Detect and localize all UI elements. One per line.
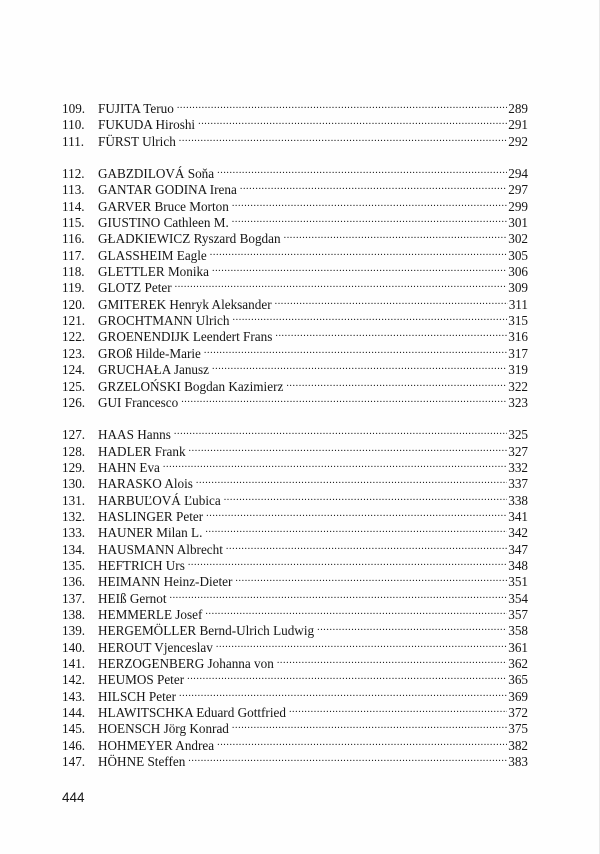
entry-number: 139. (62, 623, 86, 639)
dot-leader (177, 97, 507, 113)
entry-page-reference: 348 (508, 557, 528, 573)
entry-page-reference: 302 (508, 231, 528, 247)
entry-author-name: HEIMANN Heinz-Dieter (98, 574, 233, 590)
entry-page-reference: 337 (508, 476, 528, 492)
dot-leader (317, 619, 507, 635)
index-group-h (62, 423, 528, 770)
entry-author-name: FUJITA Teruo (98, 101, 174, 116)
index-list (62, 97, 528, 770)
entry-number: 123. (62, 345, 86, 361)
entry-author-name: GUI Francesco (98, 394, 179, 410)
entry-page-reference: 294 (508, 166, 528, 182)
entry-page-reference: 338 (508, 492, 528, 508)
entry-author-name: GROß Hilde-Marie (98, 345, 201, 361)
entry-page-reference: 299 (508, 198, 528, 214)
dot-leader (204, 342, 507, 358)
entry-page-reference: 375 (508, 721, 528, 737)
entry-author-name: HAHN Eva (98, 459, 160, 475)
entry-number: 145. (62, 721, 86, 737)
entry-number: 141. (62, 656, 86, 671)
entry-author-name: HEUMOS Peter (98, 672, 185, 688)
entry-number: 142. (62, 672, 86, 688)
entry-author-name: GLOTZ Peter (98, 280, 172, 296)
entry-author-name: GARVER Bruce Morton (98, 198, 229, 214)
entry-page-reference: 362 (508, 656, 528, 671)
dot-leader (275, 293, 508, 309)
dot-leader (175, 276, 508, 292)
entry-page-reference: 383 (508, 754, 528, 770)
dot-leader (181, 391, 507, 407)
entry-page-reference: 382 (508, 737, 528, 753)
entry-number: 140. (62, 639, 86, 655)
entry-number: 128. (62, 443, 86, 459)
dot-leader (205, 603, 507, 619)
entry-author-name: HOHMEYER Andrea (98, 737, 215, 753)
entry-number: 109. (62, 101, 86, 116)
entry-number: 134. (62, 541, 86, 557)
index-entry (62, 162, 528, 182)
entry-author-name: HARASKO Alois (98, 476, 193, 492)
dot-leader (286, 375, 507, 391)
dot-leader (188, 750, 507, 766)
entry-page-reference: 325 (508, 427, 528, 443)
entry-number: 147. (62, 754, 86, 770)
entry-number: 110. (62, 117, 85, 133)
entry-page-reference: 358 (508, 623, 528, 639)
entry-page-reference: 342 (508, 525, 528, 541)
dot-leader (277, 652, 507, 668)
entry-page-reference: 315 (508, 313, 528, 329)
entry-number: 137. (62, 590, 86, 606)
entry-number: 138. (62, 606, 86, 622)
entry-number: 130. (62, 476, 86, 492)
dot-leader (187, 668, 507, 684)
entry-number: 122. (62, 329, 86, 345)
dot-leader (212, 260, 507, 276)
dot-leader (216, 636, 507, 652)
entry-author-name: FUKUDA Hiroshi (98, 117, 196, 133)
entry-author-name: HAUNER Milan L. (98, 525, 203, 541)
entry-number: 146. (62, 737, 86, 753)
entry-number: 124. (62, 362, 86, 378)
entry-page-reference: 289 (508, 101, 528, 116)
entry-page-reference: 357 (508, 606, 528, 622)
entry-page-reference: 316 (508, 329, 528, 345)
dot-leader (189, 440, 508, 456)
entry-number: 111. (62, 133, 85, 149)
entry-page-reference: 354 (508, 590, 528, 606)
entry-page-reference: 327 (508, 443, 528, 459)
entry-number: 143. (62, 688, 86, 704)
entry-author-name: HÖHNE Steffen (98, 754, 186, 770)
page-number: 444 (62, 790, 85, 805)
entry-page-reference: 341 (508, 508, 528, 524)
entry-author-name: HERGEMÖLLER Bernd-Ulrich Ludwig (98, 623, 315, 639)
entry-page-reference: 311 (508, 296, 528, 312)
dot-leader (232, 211, 507, 227)
dot-leader (179, 685, 507, 701)
entry-number: 135. (62, 557, 86, 573)
entry-number: 115. (62, 215, 85, 231)
entry-author-name: GANTAR GODINA Irena (98, 182, 237, 198)
dot-leader (196, 472, 507, 488)
entry-number: 116. (62, 231, 85, 247)
entry-author-name: HAAS Hanns (98, 427, 171, 443)
dot-leader (212, 358, 507, 374)
entry-number: 112. (62, 166, 85, 182)
entry-page-reference: 306 (508, 264, 528, 280)
dot-leader (163, 456, 507, 472)
entry-page-reference: 317 (508, 345, 528, 361)
entry-number: 120. (62, 296, 86, 312)
entry-author-name: HEFTRICH Urs (98, 557, 185, 573)
dot-leader (233, 309, 508, 325)
entry-author-name: GROENENDIJK Leendert Frans (98, 329, 273, 345)
dot-leader (224, 489, 508, 505)
entry-author-name: GRUCHAŁA Janusz (98, 362, 209, 378)
entry-page-reference: 291 (508, 117, 528, 133)
entry-number: 121. (62, 313, 86, 329)
entry-page-reference: 301 (508, 215, 528, 231)
entry-number: 126. (62, 394, 86, 410)
entry-number: 133. (62, 525, 86, 541)
entry-number: 125. (62, 378, 86, 394)
entry-page-reference: 319 (508, 362, 528, 378)
entry-number: 136. (62, 574, 86, 590)
entry-page-reference: 365 (508, 672, 528, 688)
entry-author-name: GŁADKIEWICZ Ryszard Bogdan (98, 231, 281, 247)
dot-leader (217, 734, 507, 750)
dot-leader (205, 521, 507, 537)
entry-author-name: HAUSMANN Albrecht (98, 541, 223, 557)
entry-author-name: GIUSTINO Cathleen M. (98, 215, 229, 231)
entry-number: 118. (62, 264, 85, 280)
entry-author-name: GABZDILOVÁ Soňa (98, 166, 215, 182)
entry-author-name: FÜRST Ulrich (98, 133, 176, 149)
index-group-f (62, 97, 528, 149)
dot-leader (275, 325, 507, 341)
dot-leader (198, 113, 507, 129)
entry-author-name: HEMMERLE Josef (98, 606, 203, 622)
entry-page-reference: 369 (508, 688, 528, 704)
entry-author-name: HARBUĽOVÁ Ľubica (98, 492, 221, 508)
entry-page-reference: 292 (508, 133, 528, 149)
index-entry (62, 423, 528, 443)
entry-author-name: GLETTLER Monika (98, 264, 209, 280)
entry-number: 132. (62, 508, 86, 524)
entry-number: 117. (62, 247, 85, 263)
dot-leader (174, 423, 507, 439)
entry-page-reference: 323 (508, 394, 528, 410)
entry-page-reference: 322 (508, 378, 528, 394)
entry-page-reference: 361 (508, 639, 528, 655)
dot-leader (179, 130, 507, 146)
entry-page-reference: 332 (508, 459, 528, 475)
dot-leader (210, 244, 507, 260)
entry-page-reference: 309 (508, 280, 528, 296)
entry-author-name: HASLINGER Peter (98, 508, 204, 524)
entry-author-name: GROCHTMANN Ulrich (98, 313, 230, 329)
entry-author-name: HLAWITSCHKA Eduard Gottfried (98, 705, 286, 721)
dot-leader (235, 570, 507, 586)
entry-page-reference: 297 (508, 182, 528, 198)
entry-author-name: GMITEREK Henryk Aleksander (98, 296, 272, 312)
entry-number: 114. (62, 198, 85, 214)
entry-number: 129. (62, 459, 86, 475)
dot-leader (217, 162, 507, 178)
entry-author-name: HEROUT Vjenceslav (98, 639, 213, 655)
entry-page-reference: 347 (508, 541, 528, 557)
dot-leader (284, 227, 508, 243)
dot-leader (206, 505, 507, 521)
entry-author-name: HOENSCH Jörg Konrad (98, 721, 229, 737)
entry-page-reference: 351 (508, 574, 528, 590)
entry-number: 119. (62, 280, 85, 296)
index-group-g (62, 162, 528, 410)
entry-number: 144. (62, 705, 86, 721)
dot-leader (232, 195, 507, 211)
dot-leader (226, 538, 507, 554)
dot-leader (169, 587, 507, 603)
dot-leader (289, 701, 507, 717)
dot-leader (240, 178, 507, 194)
entry-number: 113. (62, 182, 85, 198)
entry-number: 131. (62, 492, 86, 508)
entry-author-name: HEIß Gernot (98, 590, 167, 606)
entry-author-name: HADLER Frank (98, 443, 186, 459)
entry-number: 127. (62, 427, 86, 443)
entry-author-name: HERZOGENBERG Johanna von (98, 656, 274, 671)
entry-author-name: GLASSHEIM Eagle (98, 247, 207, 263)
dot-leader (232, 717, 507, 733)
entry-page-reference: 372 (508, 705, 528, 721)
dot-leader (188, 554, 507, 570)
entry-author-name: HILSCH Peter (98, 688, 177, 704)
index-entry (62, 97, 528, 116)
entry-page-reference: 305 (508, 247, 528, 263)
entry-author-name: GRZELOŃSKI Bogdan Kazimierz (98, 378, 284, 394)
